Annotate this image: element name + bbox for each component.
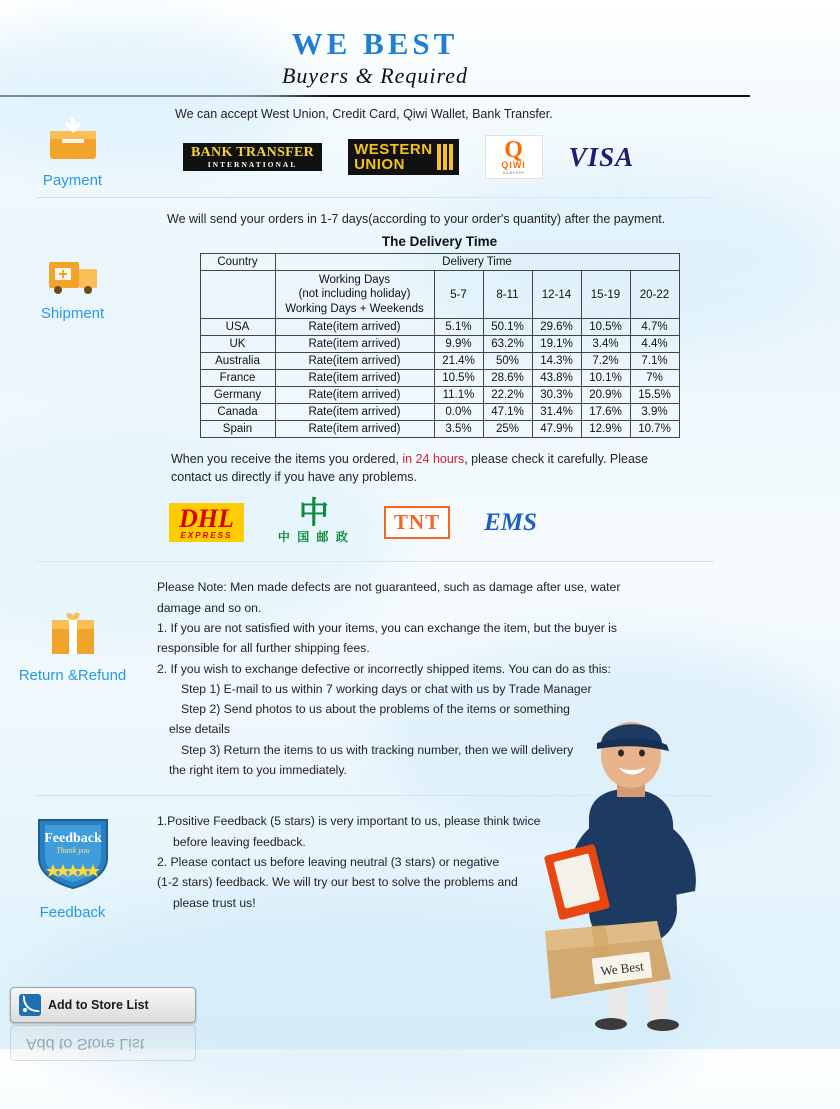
bank-transfer-line1: BANK TRANSFER bbox=[191, 145, 315, 161]
svg-text:We Best: We Best bbox=[599, 958, 645, 979]
country-cell: Germany bbox=[200, 387, 275, 404]
check-note-highlight: in 24 hours bbox=[402, 452, 465, 467]
brand-subtitle: Buyers & Required bbox=[281, 63, 469, 88]
gift-box-icon bbox=[46, 606, 100, 660]
return-icon-column bbox=[0, 570, 145, 684]
qiwi-text: QIWI bbox=[501, 159, 526, 170]
western-union-bars-icon bbox=[437, 144, 453, 170]
payment-section bbox=[0, 97, 750, 189]
rate-value: 31.4% bbox=[532, 404, 581, 421]
policy-step-line: Step 3) Return the items to us with tracking number, then we will delivery bbox=[181, 742, 574, 757]
qiwi-mark: Q bbox=[504, 136, 523, 163]
working-days-line2: (not including holiday) bbox=[298, 288, 411, 301]
country-cell: Canada bbox=[200, 404, 275, 421]
rate-value: 17.6% bbox=[581, 404, 630, 421]
day-range-header: 20-22 bbox=[630, 271, 679, 319]
delivery-table-title: The Delivery Time bbox=[381, 234, 498, 249]
carrier-logos bbox=[145, 486, 734, 553]
rate-value: 47.9% bbox=[532, 421, 581, 438]
rate-value: 21.4% bbox=[434, 353, 483, 370]
rate-value: 11.1% bbox=[434, 387, 483, 404]
tnt-logo bbox=[384, 506, 450, 539]
table-row bbox=[200, 319, 679, 336]
rate-label-cell: Rate(item arrived) bbox=[275, 387, 434, 404]
rate-value: 12.9% bbox=[581, 421, 630, 438]
dhl-line2: EXPRESS bbox=[180, 531, 233, 541]
policy-step-line: else details bbox=[169, 722, 230, 737]
country-cell: France bbox=[200, 370, 275, 387]
rate-value: 50% bbox=[483, 353, 532, 370]
policy-line: 2. If you wish to exchange defective or incorrectly shipped items. You can do as this: bbox=[157, 661, 611, 676]
qiwi-subtext: кошелек bbox=[503, 169, 525, 175]
china-post-text: 中 国 邮 政 bbox=[277, 530, 350, 545]
rate-value: 7.2% bbox=[581, 353, 630, 370]
table-row bbox=[200, 336, 679, 353]
feedback-label: Feedback bbox=[39, 904, 106, 922]
check-note-part1: When you receive the items you ordered, bbox=[171, 452, 403, 467]
rate-value: 28.6% bbox=[483, 370, 532, 387]
rate-value: 47.1% bbox=[483, 404, 532, 421]
table-blank-cell bbox=[200, 271, 275, 319]
western-union-logo bbox=[348, 139, 459, 176]
payment-text: We can accept West Union, Credit Card, Qiwi Wallet, Bank Transfer. bbox=[175, 107, 553, 121]
feedback-line: before leaving feedback. bbox=[173, 834, 306, 849]
rate-value: 9.9% bbox=[434, 336, 483, 353]
table-header-row bbox=[200, 254, 679, 271]
feedback-line: please trust us! bbox=[173, 895, 256, 910]
rate-value: 25% bbox=[483, 421, 532, 438]
rate-value: 5.1% bbox=[434, 319, 483, 336]
rate-value: 7% bbox=[630, 370, 679, 387]
policy-line: responsible for all further shipping fees. bbox=[157, 641, 370, 656]
payment-box-icon bbox=[46, 111, 100, 165]
check-items-note bbox=[145, 438, 734, 486]
western-union-line1: WESTERN bbox=[354, 140, 433, 158]
shipment-label: Shipment bbox=[40, 305, 105, 322]
check-note-line2: contact us directly if you have any problems. bbox=[171, 470, 417, 485]
page-header bbox=[0, 0, 750, 89]
country-cell: Spain bbox=[200, 421, 275, 438]
policy-line: damage and so on. bbox=[157, 600, 262, 615]
feedback-line: 1.Positive Feedback (5 stars) is very important to us, please think twice bbox=[157, 814, 541, 829]
bank-transfer-line2: INTERNATIONAL bbox=[207, 159, 298, 169]
check-note-part2: , please check it carefully. Please bbox=[464, 452, 649, 467]
shipment-section bbox=[0, 206, 750, 553]
rate-label-cell: Rate(item arrived) bbox=[275, 336, 434, 353]
rate-label-cell: Rate(item arrived) bbox=[275, 370, 434, 387]
rate-value: 3.9% bbox=[630, 404, 679, 421]
day-range-header: 5-7 bbox=[434, 271, 483, 319]
store-label-mirror: Add to Store List bbox=[26, 1035, 145, 1052]
rate-value: 4.7% bbox=[630, 319, 679, 336]
payment-label: Payment bbox=[42, 172, 103, 189]
policy-step-line: Step 2) Send photos to us about the problems of the items or something bbox=[181, 702, 570, 717]
table-row bbox=[200, 404, 679, 421]
country-cell: USA bbox=[200, 319, 275, 336]
country-cell: Australia bbox=[200, 353, 275, 370]
store-button-mirror bbox=[10, 1025, 196, 1061]
add-to-store-list-label: Add to Store List bbox=[48, 998, 149, 1012]
shipment-icon-column bbox=[0, 206, 145, 322]
rate-value: 14.3% bbox=[532, 353, 581, 370]
western-union-line2: UNION bbox=[354, 156, 405, 173]
ems-text: EMS bbox=[484, 508, 537, 536]
feedback-icon-column bbox=[0, 804, 145, 921]
payment-logos bbox=[145, 121, 734, 185]
rate-value: 22.2% bbox=[483, 387, 532, 404]
day-range-header: 12-14 bbox=[532, 271, 581, 319]
rate-value: 15.5% bbox=[630, 387, 679, 404]
add-to-store-list-button[interactable] bbox=[10, 987, 196, 1023]
rate-value: 30.3% bbox=[532, 387, 581, 404]
return-refund-label: Return &Refund bbox=[18, 667, 127, 685]
table-subheader-row bbox=[200, 271, 679, 319]
feedback-shield-icon bbox=[29, 814, 117, 892]
china-post-glyph-icon: 中 bbox=[298, 497, 329, 531]
feedback-line: 2. Please contact us before leaving neutral (3 stars) or negative bbox=[157, 854, 500, 869]
rate-value: 4.4% bbox=[630, 336, 679, 353]
courier-illustration bbox=[485, 699, 750, 1029]
rate-value: 10.7% bbox=[630, 421, 679, 438]
china-post-logo bbox=[277, 497, 350, 545]
rate-value: 50.1% bbox=[483, 319, 532, 336]
rate-value: 7.1% bbox=[630, 353, 679, 370]
ems-logo bbox=[484, 509, 537, 537]
table-row bbox=[200, 421, 679, 438]
table-row bbox=[200, 353, 679, 370]
dhl-logo bbox=[169, 503, 244, 542]
table-group-header: Delivery Time bbox=[275, 254, 679, 271]
rss-icon bbox=[19, 994, 41, 1016]
rate-label-cell: Rate(item arrived) bbox=[275, 404, 434, 421]
shipment-note: We will send your orders in 1-7 days(according to your order's quantity) after the payment. bbox=[167, 212, 666, 226]
table-row bbox=[200, 370, 679, 387]
rate-value: 43.8% bbox=[532, 370, 581, 387]
day-range-header: 15-19 bbox=[581, 271, 630, 319]
dhl-line1: DHL bbox=[179, 504, 234, 534]
policy-step-line: the right item to you immediately. bbox=[169, 763, 347, 778]
rate-label-cell: Rate(item arrived) bbox=[275, 353, 434, 370]
rate-value: 63.2% bbox=[483, 336, 532, 353]
rate-label-cell: Rate(item arrived) bbox=[275, 421, 434, 438]
rate-value: 3.4% bbox=[581, 336, 630, 353]
rate-value: 10.1% bbox=[581, 370, 630, 387]
qiwi-logo bbox=[485, 135, 543, 179]
rate-value: 10.5% bbox=[581, 319, 630, 336]
svg-text:Feedback: Feedback bbox=[43, 831, 102, 847]
payment-icon-column bbox=[0, 97, 145, 189]
payment-content bbox=[145, 97, 750, 185]
visa-logo: VISA bbox=[568, 141, 635, 172]
policy-line: 1. If you are not satisfied with your items, you can exchange the item, but the buyer is bbox=[157, 620, 617, 635]
feedback-line: (1-2 stars) feedback. We will try our best to solve the problems and bbox=[157, 875, 518, 890]
brand-title: WE BEST bbox=[291, 26, 459, 61]
delivery-time-table bbox=[200, 253, 680, 438]
store-button-reflection bbox=[10, 1025, 178, 1052]
table-corner-header: Country bbox=[200, 254, 275, 271]
bank-transfer-logo bbox=[183, 143, 322, 171]
rate-value: 20.9% bbox=[581, 387, 630, 404]
rate-value: 0.0% bbox=[434, 404, 483, 421]
country-cell: UK bbox=[200, 336, 275, 353]
policy-step-line: Step 1) E-mail to us within 7 working days or chat with us by Trade Manager bbox=[181, 681, 592, 696]
rate-value: 29.6% bbox=[532, 319, 581, 336]
shipment-box-icon bbox=[46, 244, 100, 298]
shipment-content bbox=[145, 206, 750, 553]
working-days-line1: Working Days bbox=[318, 274, 391, 286]
day-range-header: 8-11 bbox=[483, 271, 532, 319]
rate-value: 19.1% bbox=[532, 336, 581, 353]
working-days-cell bbox=[275, 271, 434, 319]
rate-label-cell: Rate(item arrived) bbox=[275, 319, 434, 336]
table-row bbox=[200, 387, 679, 404]
rate-value: 3.5% bbox=[434, 421, 483, 438]
rate-value: 10.5% bbox=[434, 370, 483, 387]
policy-line: Please Note: Men made defects are not guaranteed, such as damage after use, water bbox=[157, 580, 621, 595]
svg-text:Thank you: Thank you bbox=[55, 846, 90, 856]
tnt-text: TNT bbox=[393, 510, 441, 535]
working-days-line3: Working Days + Weekends bbox=[285, 302, 424, 315]
